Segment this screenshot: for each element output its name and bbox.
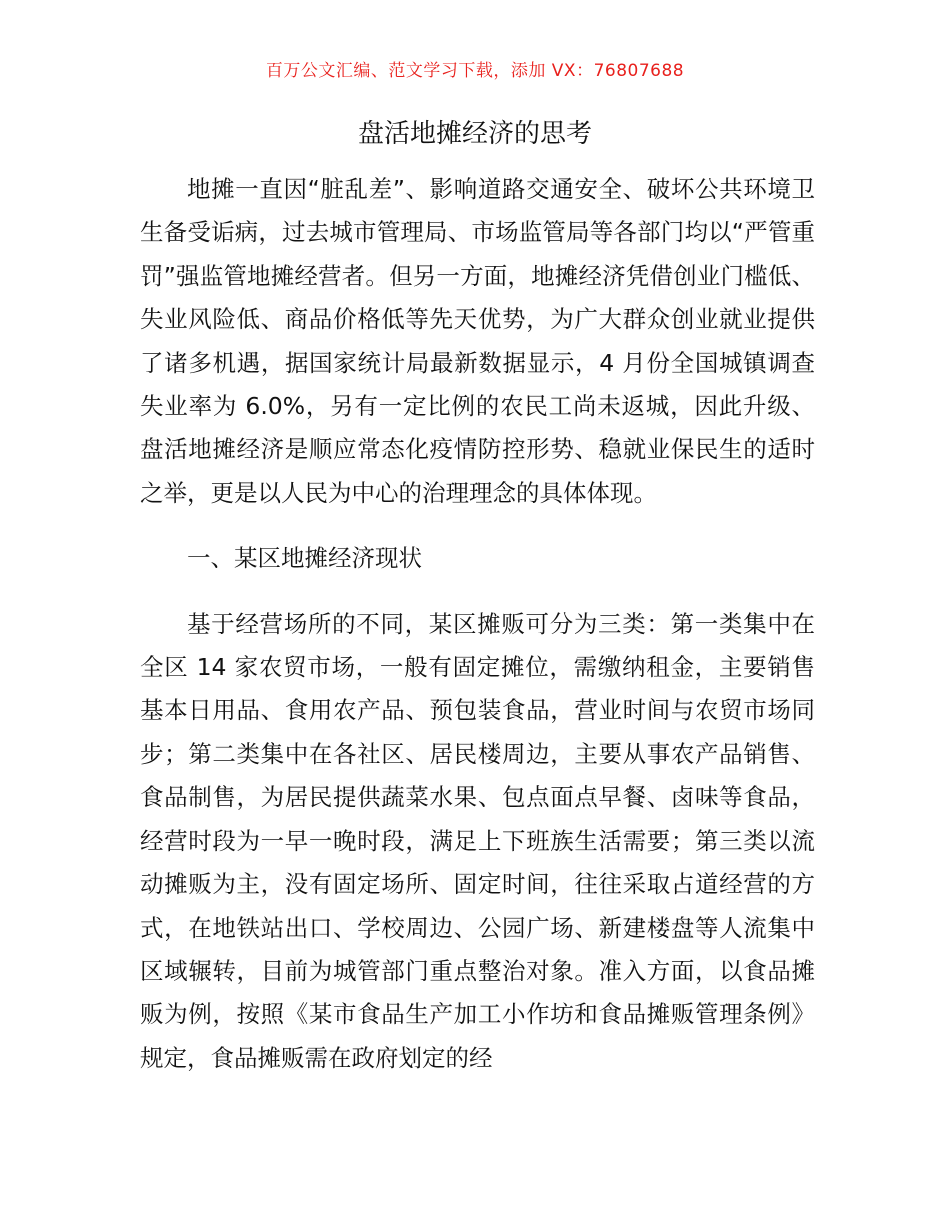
header-note: 百万公文汇编、范文学习下载，添加 VX：76807688 — [265, 61, 685, 81]
paragraph-intro: 地摊一直因“脏乱差”、影响道路交通安全、破坏公共环境卫生备受诟病，过去城市管理局、市场监管局等各部门均以“严管重罚”强监管地摊经营者。但另一方面，地摊经济凭借创业门槛低、失业风险低、商品价格低等先天优势，为广大群众创业就业提供了诸多机遇，据国家统计局最新数据显示，4 月份全国城镇调查失业率为 6.0%，另有一定比例的农民工尚未返城，因此升级、盘活地摊经济是顺应常态化疫情防控形势、稳就业保民生的适时之举，更是以人民为中心的治理理念的具体体现。 — [140, 175, 815, 507]
doc-body — [140, 168, 815, 1080]
doc-title: 盘活地摊经济的思考 — [357, 119, 592, 149]
paragraph-status: 基于经营场所的不同，某区摊贩可分为三类：第一类集中在全区 14 家农贸市场，一般有固定摊位，需缴纳租金，主要销售基本日用品、食用农产品、预包装食品，营业时间与农贸市场同步；第二类集中在各社区、居民楼周边，主要从事农产品销售、食品制售，为居民提供蔬菜水果、包点面点早餐、卤味等食品，经营时段为一早一晚时段，满足上下班族生活需要；第三类以流动摊贩为主，没有固定场所、固定时间，往往采取占道经营的方式，在地铁站出口、学校周边、公园广场、新建楼盘等人流集中区域辗转，目前为城管部门重点整治对象。准入方面，以食品摊贩为例，按照《某市食品生产加工小作坊和食品摊贩管理条例》规定，食品摊贩需在政府划定的经 — [140, 609, 815, 1072]
section-heading: 一、某区地摊经济现状 — [187, 544, 422, 573]
